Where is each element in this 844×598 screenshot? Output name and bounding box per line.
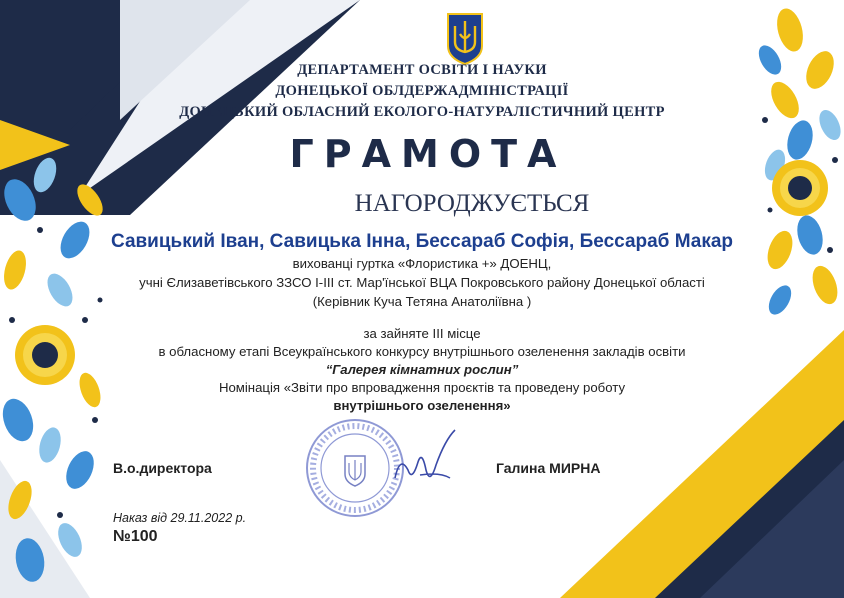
header-line-2: ДОНЕЦЬКОЇ ОБЛДЕРЖАДМІНІСТРАЦІЇ [275, 83, 569, 99]
signatory-position: В.о.директора [113, 460, 212, 476]
awarded-heading: НАГОРОДЖУЄТЬСЯ [354, 190, 590, 217]
header-line-3: ДОНЕЦЬКИЙ ОБЛАСНИЙ ЕКОЛОГО-НАТУРАЛІСТИЧНИЙ ЦЕНТР [179, 104, 665, 120]
details-line-1: вихованці гуртка «Флористика +» ДОЕНЦ, [292, 256, 552, 271]
award-place: за зайняте ІІІ місце [363, 326, 481, 341]
nomination-line-2: внутрішнього озеленення» [333, 398, 511, 413]
contest-name: “Галерея кімнатних рослин” [325, 362, 519, 377]
award-stage: в обласному етапі Всеукраїнського конкурсу внутрішнього озеленення закладів освіти [158, 344, 686, 359]
handwritten-signature [395, 430, 455, 478]
order-date: Наказ від 29.11.2022 р. [113, 511, 247, 525]
signatory-name: Галина МИРНА [496, 460, 601, 476]
document-title: ГРАМОТА [289, 132, 567, 176]
nomination-line-1: Номінація «Звіти про впровадження проєктів та проведену роботу [218, 380, 626, 395]
details-line-3: (Керівник Куча Тетяна Анатоліївна ) [312, 294, 532, 309]
coat-of-arms-emblem [448, 14, 482, 64]
official-stamp [307, 420, 403, 516]
order-number: №100 [113, 528, 158, 545]
recipient-names: Савицький Іван, Савицька Інна, Бессараб Софія, Бессараб Макар [110, 231, 734, 252]
details-line-2: учні Єлизаветівського ЗЗСО І-ІІІ ст. Мар'їнської ВЦА Покровського району Донецької області [139, 275, 705, 290]
header-line-1: ДЕПАРТАМЕНТ ОСВІТИ І НАУКИ [297, 62, 547, 78]
